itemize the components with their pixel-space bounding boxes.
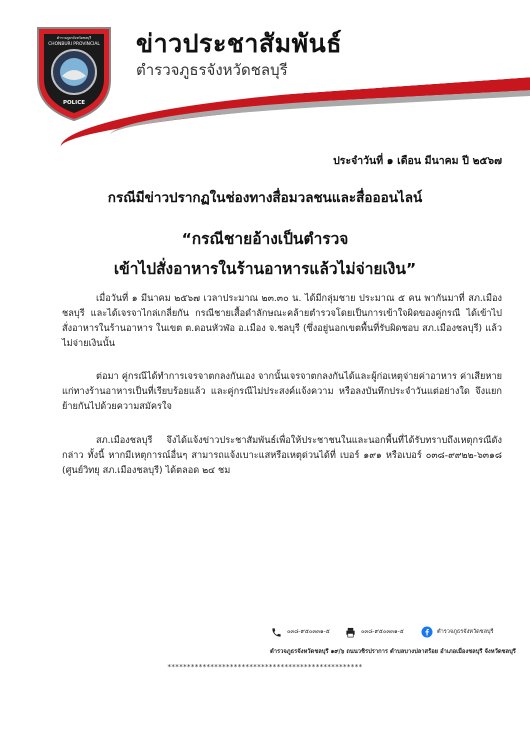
letterhead [0,0,530,140]
badge-ring-text: ตำรวจภูธรจังหวัดชลบุรี [56,36,92,40]
footer-facebook[interactable] [420,625,494,639]
date-line: ประจำวันที่ ๑ เดือน มีนาคม ปี ๒๕๖๗ [333,155,502,167]
body-paragraph: เมื่อวันที่ ๑ มีนาคม ๒๕๖๗ เวลาประมาณ ๒๓.๓๐ น. ได้มีกลุ่มชาย ประมาณ ๕ คน พากันมาที่ สภ.เมืองชลบุรี และได้เจรจาไกล่เกลี่ยกัน กรณีชายเสื้อดำลักษณะคล้ายตำรวจโดยเป็นการเข้าใจผิดของคู่กรณี ได้เข้าไปสั่งอาหารในร้านอาหาร ในเขต ต.ดอนหัวฬ่อ อ.เมือง จ.ชลบุรี (ซึ่งอยู่นอกเขตพื้นที่รับผิดชอบ สภ.เมืองชลบุรี) แล้วไม่จ่ายเงินนั้น [62,293,502,349]
headline-quote-line-2: เข้าไปสั่งอาหารในร้านอาหารแล้วไม่จ่ายเงิน” [113,260,417,278]
fax-icon [344,626,357,639]
footer-facebook-name: ตำรวจภูธรจังหวัดชลบุรี [437,629,494,635]
headline-quote-line-1: “กรณีชายอ้างเป็นตำรวจ [181,230,349,248]
footer-phone [270,625,330,639]
headline-topic: กรณีมีข่าวปรากฏในช่องทางสื่อมวลชนและสื่อออนไลน์ [107,190,423,206]
footer-divider-stars: ************************************************** [167,663,363,671]
footer-phone-number: ๐๓๘-๙๕๐๓๓๑-๕ [287,629,330,635]
page-subtitle: ตำรวจภูธรจังหวัดชลบุรี [136,61,288,79]
badge-top-text: CHONBURI PROVINCIAL [48,42,100,47]
badge-bottom-text: POLICE [62,100,86,106]
page-title: ข่าวประชาสัมพันธ์ [136,29,342,58]
facebook-icon[interactable] [420,626,433,639]
body-paragraph: สภ.เมืองชลบุรี จึงได้แจ้งข่าวประชาสัมพันธ์เพื่อให้ประชาชนในและนอกพื้นที่ได้รับทราบถึงเหตุกรณีดังกล่าว ทั้งนี้ หากมีเหตุการณ์อื่นๆ สามารถแจ้งเบาะแสหรือเหตุด่วนได้ที่ เบอร์ ๑๙๑ หรือเบอร์ ๐๓๘-๙๙๒๒-๖๓๑๘ (ศูนย์วิทยุ สภ.เมืองชลบุรี) ได้ตลอด ๒๔ ชม [62,435,502,476]
police-badge-icon [32,18,116,122]
footer-address: ตำรวจภูธรจังหวัดชลบุรี ๑๙/๖ ถนนวชิรปราการ ตำบลบางปลาสร้อย อำเภอเมืองชลบุรี จังหวัดชลบุรี [270,649,516,655]
phone-icon [270,626,283,639]
footer-fax-number: ๐๓๘-๙๕๐๓๓๑-๕ [361,629,404,635]
footer-fax [344,625,404,639]
body-paragraph: ต่อมา คู่กรณีได้ทำการเจรจาตกลงกันเอง จากนั้นเจรจาตกลงกันได้และผู้ก่อเหตุจ่ายค่าอาหาร ค่าเสียหาย แก่ทางร้านอาหารเป็นที่เรียบร้อยแล้ว และคู่กรณีไม่ประสงค์แจ้งความ หรือลงบันทึกประจำวันแต่อย่างใด จึงแยกย้ายกันไปด้วยความสมัครใจ [62,371,502,412]
